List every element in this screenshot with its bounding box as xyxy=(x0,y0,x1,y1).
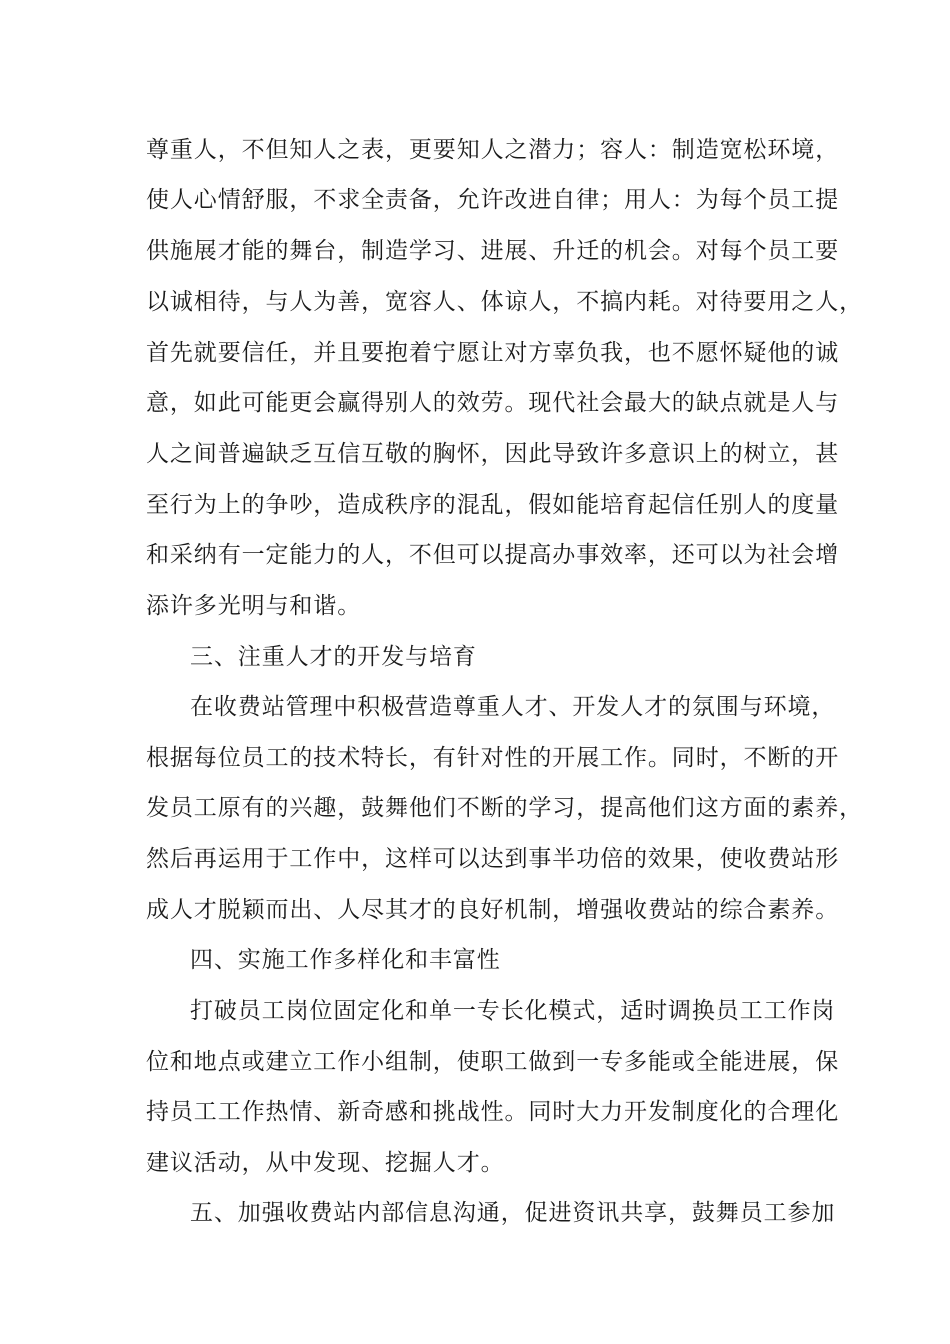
section-heading: 五、加强收费站内部信息沟通，促进资讯共享，鼓舞员工参加 xyxy=(190,1200,836,1226)
text-line: 建议活动，从中发现、挖掘人才。 xyxy=(146,1150,505,1176)
section-heading: 三、注重人才的开发与培育 xyxy=(190,644,477,670)
text-line: 成人才脱颖而出、人尽其才的良好机制，增强收费站的综合素养。 xyxy=(146,897,840,923)
text-line: 发员工原有的兴趣，鼓舞他们不断的学习，提高他们这方面的素养， xyxy=(146,795,863,821)
text-line: 然后再运用于工作中，这样可以达到事半功倍的效果，使收费站形 xyxy=(146,846,840,872)
text-line: 添许多光明与和谐。 xyxy=(146,593,362,619)
paragraph-first-line: 打破员工岗位固定化和单一专长化模式，适时调换员工工作岗 xyxy=(190,998,836,1024)
text-line: 使人心情舒服，不求全责备，允许改进自律；用人：为每个员工提 xyxy=(146,187,840,213)
text-line: 意，如此可能更会赢得别人的效劳。现代社会最大的缺点就是人与 xyxy=(146,390,840,416)
text-line: 人之间普遍缺乏互信互敬的胸怀，因此导致许多意识上的树立，甚 xyxy=(146,441,840,467)
text-line: 以诚相待，与人为善，宽容人、体谅人，不搞内耗。对待要用之人， xyxy=(146,289,863,315)
paragraph-first-line: 在收费站管理中积极营造尊重人才、开发人才的氛围与环境， xyxy=(190,694,836,720)
text-line: 根据每位员工的技术特长，有针对性的开展工作。同时，不断的开 xyxy=(146,745,840,771)
text-line: 供施展才能的舞台，制造学习、进展、升迁的机会。对每个员工要 xyxy=(146,238,840,264)
text-line: 首先就要信任，并且要抱着宁愿让对方辜负我，也不愿怀疑他的诚 xyxy=(146,340,840,366)
text-line: 和采纳有一定能力的人，不但可以提高办事效率，还可以为社会增 xyxy=(146,542,840,568)
text-line: 至行为上的争吵，造成秩序的混乱，假如能培育起信任别人的度量 xyxy=(146,492,840,518)
section-heading: 四、实施工作多样化和丰富性 xyxy=(190,947,501,973)
text-line: 位和地点或建立工作小组制，使职工做到一专多能或全能进展，保 xyxy=(146,1049,840,1075)
text-line: 持员工工作热情、新奇感和挑战性。同时大力开发制度化的合理化 xyxy=(146,1099,840,1125)
text-line: 尊重人，不但知人之表，更要知人之潜力；容人：制造宽松环境， xyxy=(146,137,840,163)
